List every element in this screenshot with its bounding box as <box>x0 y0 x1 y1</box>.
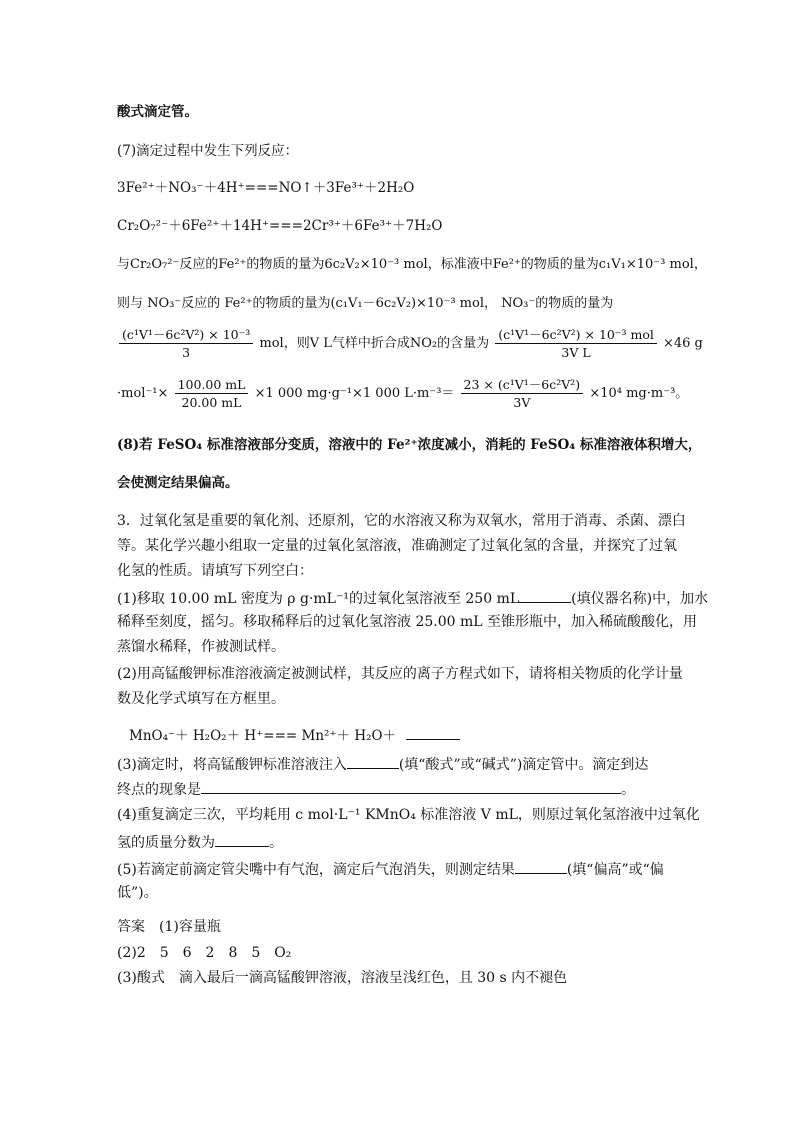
text-span: 。 <box>269 835 283 851</box>
question-line: 等。某化学兴趣小组取一定量的过氧化氢溶液，准确测定了过氧化氢的含量，并探究了过氧 <box>117 538 677 554</box>
formula-line <box>117 327 703 360</box>
fraction <box>461 377 584 410</box>
question-line: 稀释至刻度，摇匀。移取稀释后的过氧化氢溶液 25.00 mL 至锥形瓶中，加入稀硫酸酸化，用 <box>117 614 697 630</box>
answer-blank[interactable] <box>215 832 269 847</box>
fraction-numerator: (c¹V¹－6c²V²) × 10⁻³ mol <box>495 327 657 344</box>
formula-line <box>117 377 688 410</box>
question-line: 蒸馏水稀释，作被测试样。 <box>117 639 285 655</box>
text-span: (填仪器名称)中，加水 <box>571 591 709 607</box>
ionic-equation: MnO₄⁻＋ H₂O₂＋ H⁺=== Mn²⁺＋ H₂O＋ <box>129 728 397 744</box>
fraction-numerator: 23 × (c¹V¹－6c²V²) <box>461 377 584 394</box>
answer-blank[interactable] <box>406 725 460 740</box>
fraction-numerator: (c¹V¹－6c²V²) × 10⁻³ <box>119 327 253 344</box>
fraction-denominator: 3V <box>513 395 531 410</box>
question-line: (2)用高锰酸钾标准溶液滴定被测试样，其反应的离子方程式如下，请将相关物质的化学计量 <box>117 666 683 682</box>
text-span: ×1 000 mg·g⁻¹×1 000 L·m⁻³＝ <box>254 386 455 401</box>
fraction <box>175 377 249 410</box>
answer-blank[interactable] <box>201 779 621 794</box>
text-span: (3)滴定时，将高锰酸钾标准溶液注入 <box>117 757 347 773</box>
text-line: 则与 NO₃⁻反应的 Fe²⁺的物质的量为(c₁V₁－6c₂V₂)×10⁻³ mol， NO₃⁻的物质的量为 <box>117 296 614 311</box>
text-line: (8)若 FeSO₄ 标准溶液部分变质，溶液中的 Fe²⁺浓度减小，消耗的 FeSO₄ 标准溶液体积增大， <box>117 437 702 453</box>
answer-blank[interactable] <box>515 859 567 874</box>
text-span: ×10⁴ mg·m⁻³。 <box>589 386 689 401</box>
answer-blank[interactable] <box>347 754 399 769</box>
fraction-denominator: 3 <box>182 345 191 360</box>
answer-line: (2)2 5 6 2 8 5 O₂ <box>117 945 292 961</box>
question-line <box>117 754 648 774</box>
question-line <box>117 779 635 799</box>
text-line: 会使测定结果偏高。 <box>117 475 239 491</box>
question-line: (4)重复滴定三次，平均耗用 c mol·L⁻¹ KMnO₄ 标准溶液 V mL，则原过氧化氢溶液中过氧化 <box>117 807 700 823</box>
equation-line: Cr₂O₇²⁻＋6Fe²⁺＋14H⁺===2Cr³⁺＋6Fe³⁺＋7H₂O <box>117 218 443 234</box>
answer-line: (3)酸式 滴入最后一滴高锰酸钾溶液，溶液呈浅红色，且 30 s 内不褪色 <box>117 970 568 986</box>
equation-line: 3Fe²⁺＋NO₃⁻＋4H⁺===NO↑＋3Fe³⁺＋2H₂O <box>117 180 415 196</box>
text-line: (7)滴定过程中发生下列反应： <box>117 143 299 159</box>
fraction <box>119 327 253 360</box>
equation-line <box>129 725 460 745</box>
text-span: 。 <box>621 782 635 798</box>
question-line <box>117 832 283 852</box>
fraction-numerator: 100.00 mL <box>175 377 249 394</box>
answer-blank[interactable] <box>519 588 571 603</box>
question-line: 数及化学式填写在方框里。 <box>117 691 285 707</box>
question-line <box>117 588 708 608</box>
text-span: (填“酸式”或“碱式”)滴定管中。滴定到达 <box>398 757 649 773</box>
fraction-denominator: 3V L <box>561 345 591 360</box>
question-line: 低”)。 <box>117 885 158 901</box>
text-line: 与Cr₂O₇²⁻反应的Fe²⁺的物质的量为6c₂V₂×10⁻³ mol，标准液中Fe²⁺的物质的量为c₁V₁×10⁻³ mol， <box>117 257 707 272</box>
text-span: ·mol⁻¹× <box>117 386 169 401</box>
question-line: 化氢的性质。请填写下列空白： <box>117 563 313 579</box>
text-span: mol，则V L气样中折合成NO₂的含量为 <box>259 336 490 351</box>
text-span: (5)若滴定前滴定管尖嘴中有气泡，滴定后气泡消失，则测定结果 <box>117 862 515 878</box>
text-span: (填“偏高”或“偏 <box>566 862 664 878</box>
text-line: 酸式滴定管。 <box>117 104 198 120</box>
text-span: 终点的现象是 <box>117 782 201 798</box>
fraction <box>495 327 657 360</box>
answer-line: 答案 (1)容量瓶 <box>117 919 221 935</box>
text-span: ×46 g <box>662 336 703 351</box>
question-line: 3．过氧化氢是重要的氧化剂、还原剂，它的水溶液又称为双氧水，常用于消毒、杀菌、漂白 <box>117 513 686 529</box>
text-span: 氢的质量分数为 <box>117 835 215 851</box>
text-span: (1)移取 10.00 mL 密度为 ρ g·mL⁻¹的过氧化氢溶液至 250 mL <box>117 591 520 607</box>
question-line <box>117 859 664 879</box>
fraction-denominator: 20.00 mL <box>181 395 242 410</box>
